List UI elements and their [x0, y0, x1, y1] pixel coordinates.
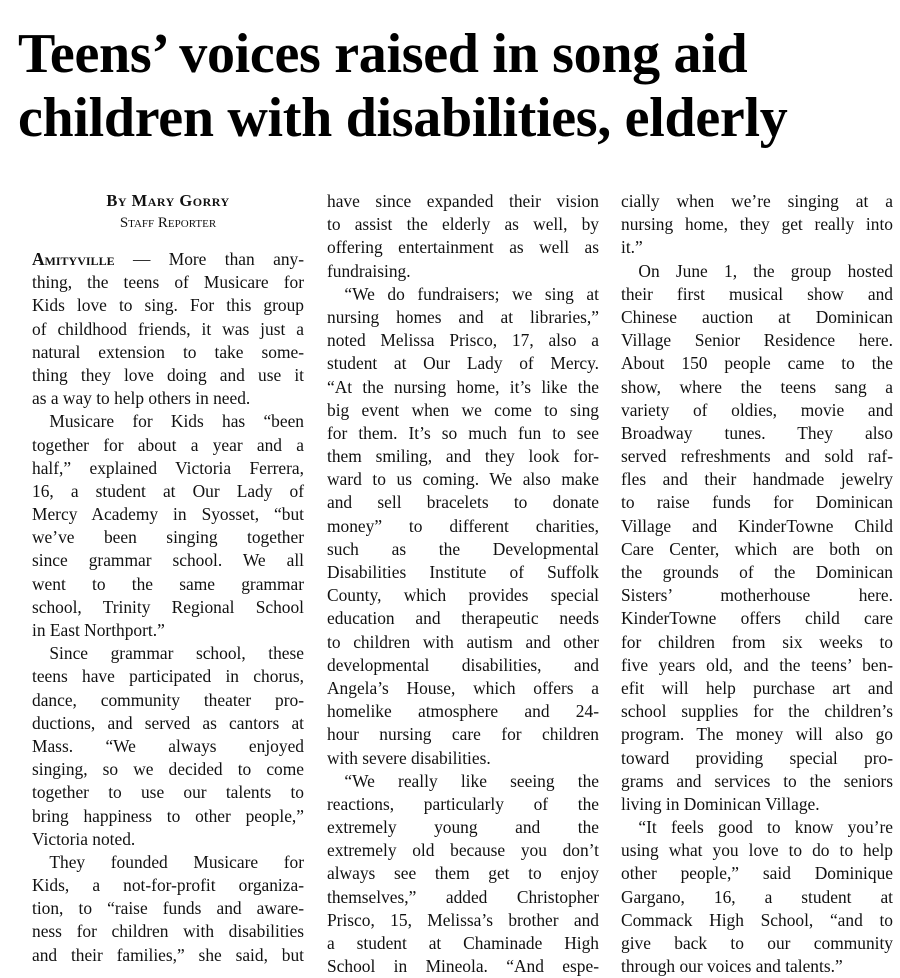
byline-block: [32, 190, 304, 234]
text-line: extremely old because you don’t: [327, 840, 599, 861]
text-line: together to use our talents to: [32, 782, 304, 803]
text-line: thing, the teens of Musicare for: [32, 272, 304, 293]
text-line: such as the Developmental: [327, 538, 599, 559]
text-line: to children with autism and other: [327, 631, 599, 652]
text-line: it.”: [621, 237, 643, 258]
text-line: using what you love to do to help: [621, 840, 893, 861]
text-line: “It feels good to know you’re: [621, 817, 893, 838]
text-line: Care Center, which are both on: [621, 538, 893, 559]
text-line: to raise funds for Dominican: [621, 492, 893, 513]
text-line: About 150 people came to the: [621, 353, 893, 374]
text-line: Mercy Academy in Syosset, “but: [32, 504, 304, 525]
text-line: dance, community theater pro-: [32, 689, 304, 710]
text-line: to assist the elderly as well, by: [327, 214, 599, 235]
text-line: extremely young and the: [327, 817, 599, 838]
text-line: On June 1, the group hosted: [621, 260, 893, 281]
text-line: Village Senior Residence here.: [621, 330, 893, 351]
text-line: Kids, a not-for-profit organiza-: [32, 875, 304, 896]
article-column-1: [32, 190, 304, 967]
text-line: grams and services to the seniors: [621, 770, 893, 791]
text-line: and their families,” she said, but: [32, 944, 304, 965]
text-line: nursing homes and at libraries,”: [327, 306, 599, 327]
headline: [18, 22, 888, 150]
text-line: of childhood friends, it was just a: [32, 318, 304, 339]
text-line: together for about a year and a: [32, 434, 304, 455]
text-line: for them. It’s so much fun to see: [327, 422, 599, 443]
text-line: show, where the teens sang a: [621, 376, 893, 397]
text-line: student at Our Lady of Mercy.: [327, 353, 599, 374]
text-line: hour nursing care for children: [327, 724, 599, 745]
text-line: program. The money will also go: [621, 724, 893, 745]
article-column-2: [327, 190, 599, 978]
column-text: [327, 190, 599, 978]
text-line: fundraising.: [327, 260, 411, 281]
text-line: Musicare for Kids has “been: [32, 411, 304, 432]
text-line: and sell bracelets to donate: [327, 492, 599, 513]
text-line: School in Mineola. “And espe-: [327, 956, 599, 977]
column-text: [621, 190, 893, 978]
text-line: went to the same grammar: [32, 573, 304, 594]
spacer: [32, 234, 304, 248]
text-line: Commack High School, “and to: [621, 909, 893, 930]
text-line: them smiling, and they look for-: [327, 446, 599, 467]
dateline: Amityville: [32, 249, 115, 269]
text-line: 16, a student at Our Lady of: [32, 480, 304, 501]
text-line: KinderTowne offers child care: [621, 608, 893, 629]
text-line: Mass. “We always enjoyed: [32, 735, 304, 756]
text-line: “We do fundraisers; we sing at: [327, 283, 599, 304]
text-line: “At the nursing home, it’s like the: [327, 376, 599, 397]
text-line: toward providing special pro-: [621, 747, 893, 768]
headline-line: Teens’ voices raised in song aid: [18, 23, 748, 85]
text-line: living in Dominican Village.: [621, 793, 820, 814]
text-line: the grounds of the Dominican: [621, 562, 893, 582]
text-line: Prisco, 15, Melissa’s brother and: [327, 909, 599, 930]
text-line: They founded Musicare for: [32, 851, 304, 872]
text-line: education and therapeutic needs: [327, 608, 599, 629]
text-line: Angela’s House, which offers a: [327, 677, 599, 698]
text-line: Gargano, 16, a student at: [621, 886, 893, 907]
text-line: variety of oldies, movie and: [621, 399, 893, 420]
article-column-3: [621, 190, 893, 978]
text-line: have since expanded their vision: [327, 191, 599, 211]
text-line: homelike atmosphere and 24-: [327, 701, 599, 722]
text-line: school, Trinity Regional School: [32, 596, 304, 617]
text-line: five years old, and the teens’ ben-: [621, 654, 893, 675]
text-line: Sisters’ motherhouse here.: [621, 585, 893, 606]
text-line: natural extension to take some-: [32, 341, 304, 362]
text-line: half,” explained Victoria Ferrera,: [32, 457, 304, 478]
text-line: bring happiness to other people,”: [32, 805, 304, 826]
text-line: in East Northport.”: [32, 620, 165, 640]
text-line: Disabilities Institute of Suffolk: [327, 562, 599, 582]
text-line: fles and their handmade jewelry: [621, 469, 893, 490]
text-line: County, which provides special: [327, 585, 599, 606]
text-line: school supplies for the children’s: [621, 701, 893, 722]
text-line: Since grammar school, these: [32, 643, 304, 664]
text-line: Amityville — More than any-: [32, 249, 304, 269]
text-line: served refreshments and sold raf-: [621, 446, 893, 467]
text-line: ward to us coming. We also make: [327, 469, 599, 490]
text-line: for children from six weeks to: [621, 631, 893, 652]
text-line: Kids love to sing. For this group: [32, 295, 304, 316]
text-line: noted Melissa Prisco, 17, also a: [327, 330, 599, 351]
text-line: offering entertainment as well as: [327, 237, 599, 258]
text-line: through our voices and talents.”: [621, 956, 843, 977]
column-text: [32, 248, 304, 967]
text-line: since grammar school. We all: [32, 550, 304, 571]
text-line: money” to different charities,: [327, 515, 599, 536]
text-line: always see them get to enjoy: [327, 863, 599, 884]
headline-line: children with disabilities, elderly: [18, 87, 788, 149]
text-line: as a way to help others in need.: [32, 388, 251, 409]
text-line: Village and KinderTowne Child: [621, 515, 893, 536]
text-line: other people,” said Dominique: [621, 863, 893, 884]
text-line: ness for children with disabilities: [32, 921, 304, 942]
text-line: cially when we’re singing at a: [621, 191, 893, 211]
text-line: teens have participated in chorus,: [32, 666, 304, 687]
text-line: with severe disabilities.: [327, 747, 491, 768]
text-line: tion, to “raise funds and aware-: [32, 898, 304, 919]
reporter-role: Staff Reporter: [119, 215, 217, 231]
text-line: a student at Chaminade High: [327, 933, 599, 953]
text-line: Chinese auction at Dominican: [621, 306, 893, 327]
text-line: Victoria noted.: [32, 828, 136, 849]
text-line: nursing home, they get really into: [621, 214, 893, 235]
text-line: their first musical show and: [621, 283, 893, 304]
text-line: developmental disabilities, and: [327, 654, 599, 675]
text-line: “We really like seeing the: [327, 770, 599, 791]
text-line: give back to our community: [621, 933, 893, 953]
text-line: themselves,” added Christopher: [327, 886, 599, 907]
text-line: ductions, and served as cantors at: [32, 712, 304, 733]
text-line: singing, so we decided to come: [32, 759, 304, 780]
byline: By Mary Gorry: [106, 191, 230, 210]
text-line: big event when we come to sing: [327, 399, 599, 420]
text-line: efit will help purchase art and: [621, 677, 893, 698]
text-line: Broadway tunes. They also: [621, 422, 893, 443]
text-line: reactions, particularly of the: [327, 793, 599, 814]
text-line: thing they love doing and use it: [32, 364, 304, 385]
text-line: we’ve been singing together: [32, 527, 304, 548]
